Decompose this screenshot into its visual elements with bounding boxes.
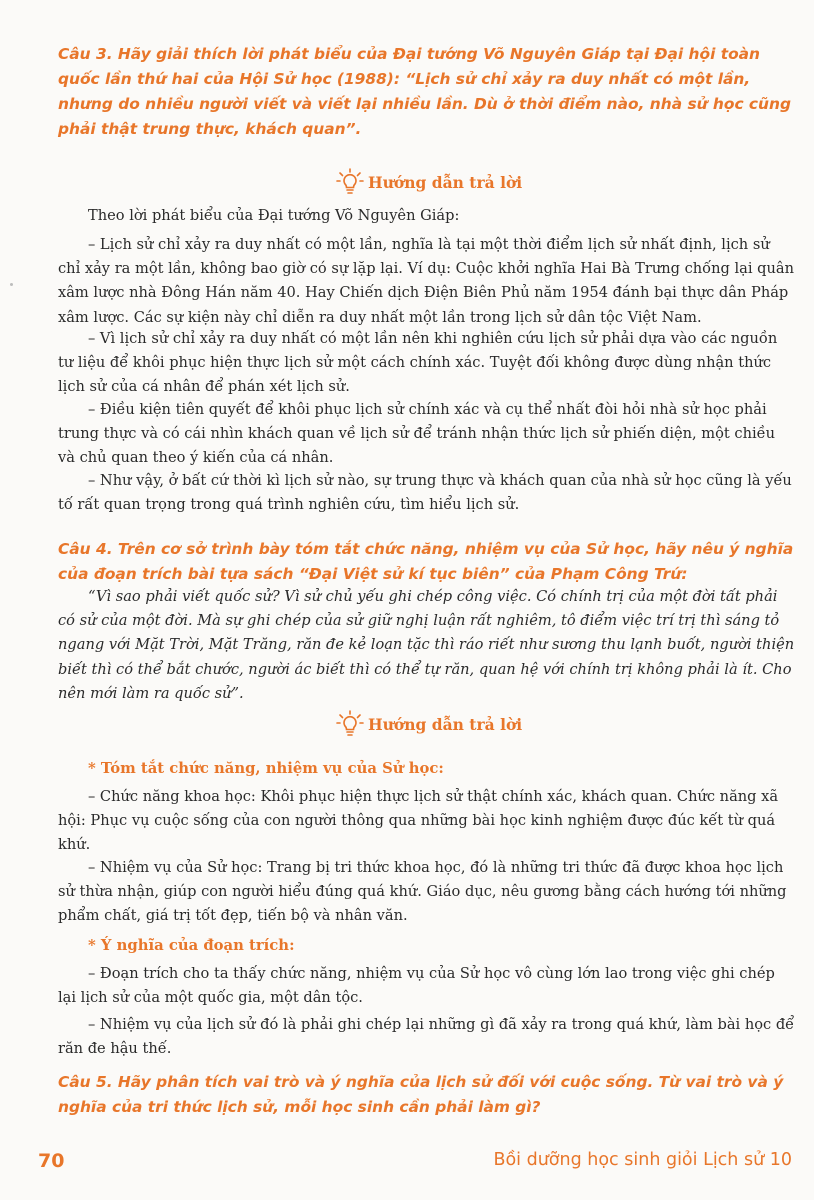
- page-speck: [10, 283, 13, 286]
- question-3: Câu 3. Hãy giải thích lời phát biểu của Đại tướng Võ Nguyên Giáp tại Đại hội toàn quốc lần thứ hai của Hội Sử học (1988): “Lịch sử chỉ xảy ra duy nhất có một lần, nhưng do nhiều người viết và viết lại nhiều lần. Dù ở thời điểm nào, nhà sử học cũng phải thật trung thực, khách quan”.: [58, 45, 791, 138]
- answer-guide-label: Hướng dẫn trả lời: [368, 714, 523, 734]
- book-title: Bồi dưỡng học sinh giỏi Lịch sử 10: [493, 1150, 792, 1170]
- q3-paragraph: – Vì lịch sử chỉ xảy ra duy nhất có một lần nên khi nghiên cứu lịch sử phải dựa vào các nguồn tư liệu để khôi phục hiện thực lịch sử một cách chính xác. Tuyệt đối không được dùng nhận thức lịch sử của cá nhân để phán xét lịch sử.: [58, 330, 778, 396]
- answer-guide-label: Hướng dẫn trả lời: [368, 172, 523, 192]
- q3-paragraph: – Như vậy, ở bất cứ thời kì lịch sử nào, sự trung thực và khách quan của nhà sử học cũng là yếu tố rất quan trọng trong quá trình nghiên cứu, tìm hiểu lịch sử.: [58, 472, 792, 514]
- q3-paragraph: Theo lời phát biểu của Đại tướng Võ Nguyên Giáp:: [88, 207, 460, 224]
- q4-paragraph: – Chức năng khoa học: Khôi phục hiện thực lịch sử thật chính xác, khách quan. Chức năng xã hội: Phục vụ cuộc sống của con người thông qua những bài học kinh nghiệm được đúc kết từ quá khứ.: [58, 788, 779, 854]
- answer-guide-heading-q3: [336, 168, 522, 196]
- lightbulb-icon: [336, 710, 364, 738]
- q4-paragraph: – Đoạn trích cho ta thấy chức năng, nhiệm vụ của Sử học vô cùng lớn lao trong việc ghi chép lại lịch sử của một quốc gia, một dân tộc.: [58, 965, 775, 1007]
- q4-quote: “Vì sao phải viết quốc sử? Vì sử chủ yếu ghi chép công việc. Có chính trị của một đời tất phải có sử của một đời. Mà sự ghi chép của sử giữ nghị luận rất nghiêm, tô điểm việc trí trị thì sáng tỏ ngang với Mặt Trời, Mặt Trăng, răn đe kẻ loạn tặc thì ráo riết như sương thu lạnh buốt, người thiện biết thì có thể bắt chước, người ác biết thì có thể tự răn, quan hệ với chính trị không phải là ít. Cho nên mới làm ra quốc sử”.: [58, 588, 795, 702]
- lightbulb-icon: [336, 168, 364, 196]
- q3-paragraph: – Lịch sử chỉ xảy ra duy nhất có một lần, nghĩa là tại một thời điểm lịch sử nhất định, lịch sử chỉ xảy ra một lần, không bao giờ có sự lặp lại. Ví dụ: Cuộc khởi nghĩa Hai Bà Trưng chống lại quân xâm lược nhà Đông Hán năm 40. Hay Chiến dịch Điện Biên Phủ năm 1954 đánh bại thực dân Pháp xâm lược. Các sự kiện này chỉ diễn ra duy nhất một lần trong lịch sử dân tộc Việt Nam.: [58, 236, 794, 326]
- q4-paragraph: – Nhiệm vụ của Sử học: Trang bị tri thức khoa học, đó là những tri thức đã được khoa học lịch sử thừa nhận, giúp con người hiểu đúng quá khứ. Giáo dục, nêu gương bằng cách hướng tới những phẩm chất, giá trị tốt đẹp, tiến bộ và nhân văn.: [58, 859, 787, 925]
- question-5: Câu 5. Hãy phân tích vai trò và ý nghĩa của lịch sử đối với cuộc sống. Từ vai trò và ý nghĩa của tri thức lịch sử, mỗi học sinh cần phải làm gì?: [58, 1073, 784, 1116]
- q4-paragraph: – Nhiệm vụ của lịch sử đó là phải ghi chép lại những gì đã xảy ra trong quá khứ, làm bài học để răn đe hậu thế.: [58, 1016, 795, 1058]
- question-4: Câu 4. Trên cơ sở trình bày tóm tắt chức năng, nhiệm vụ của Sử học, hãy nêu ý nghĩa của đoạn trích bài tựa sách “Đại Việt sử kí tục biên” của Phạm Công Trứ:: [58, 540, 794, 583]
- q4-subheading-meaning: * Ý nghĩa của đoạn trích:: [88, 937, 295, 954]
- q3-paragraph: – Điều kiện tiên quyết để khôi phục lịch sử chính xác và cụ thể nhất đòi hỏi nhà sử học phải trung thực và có cái nhìn khách quan về lịch sử để tránh nhận thức lịch sử phiến diện, một chiều và chủ quan theo ý kiến của cá nhân.: [58, 401, 776, 467]
- page-number: 70: [38, 1150, 65, 1172]
- q4-subheading-summary: * Tóm tắt chức năng, nhiệm vụ của Sử học:: [88, 760, 444, 777]
- answer-guide-heading-q4: [336, 710, 522, 738]
